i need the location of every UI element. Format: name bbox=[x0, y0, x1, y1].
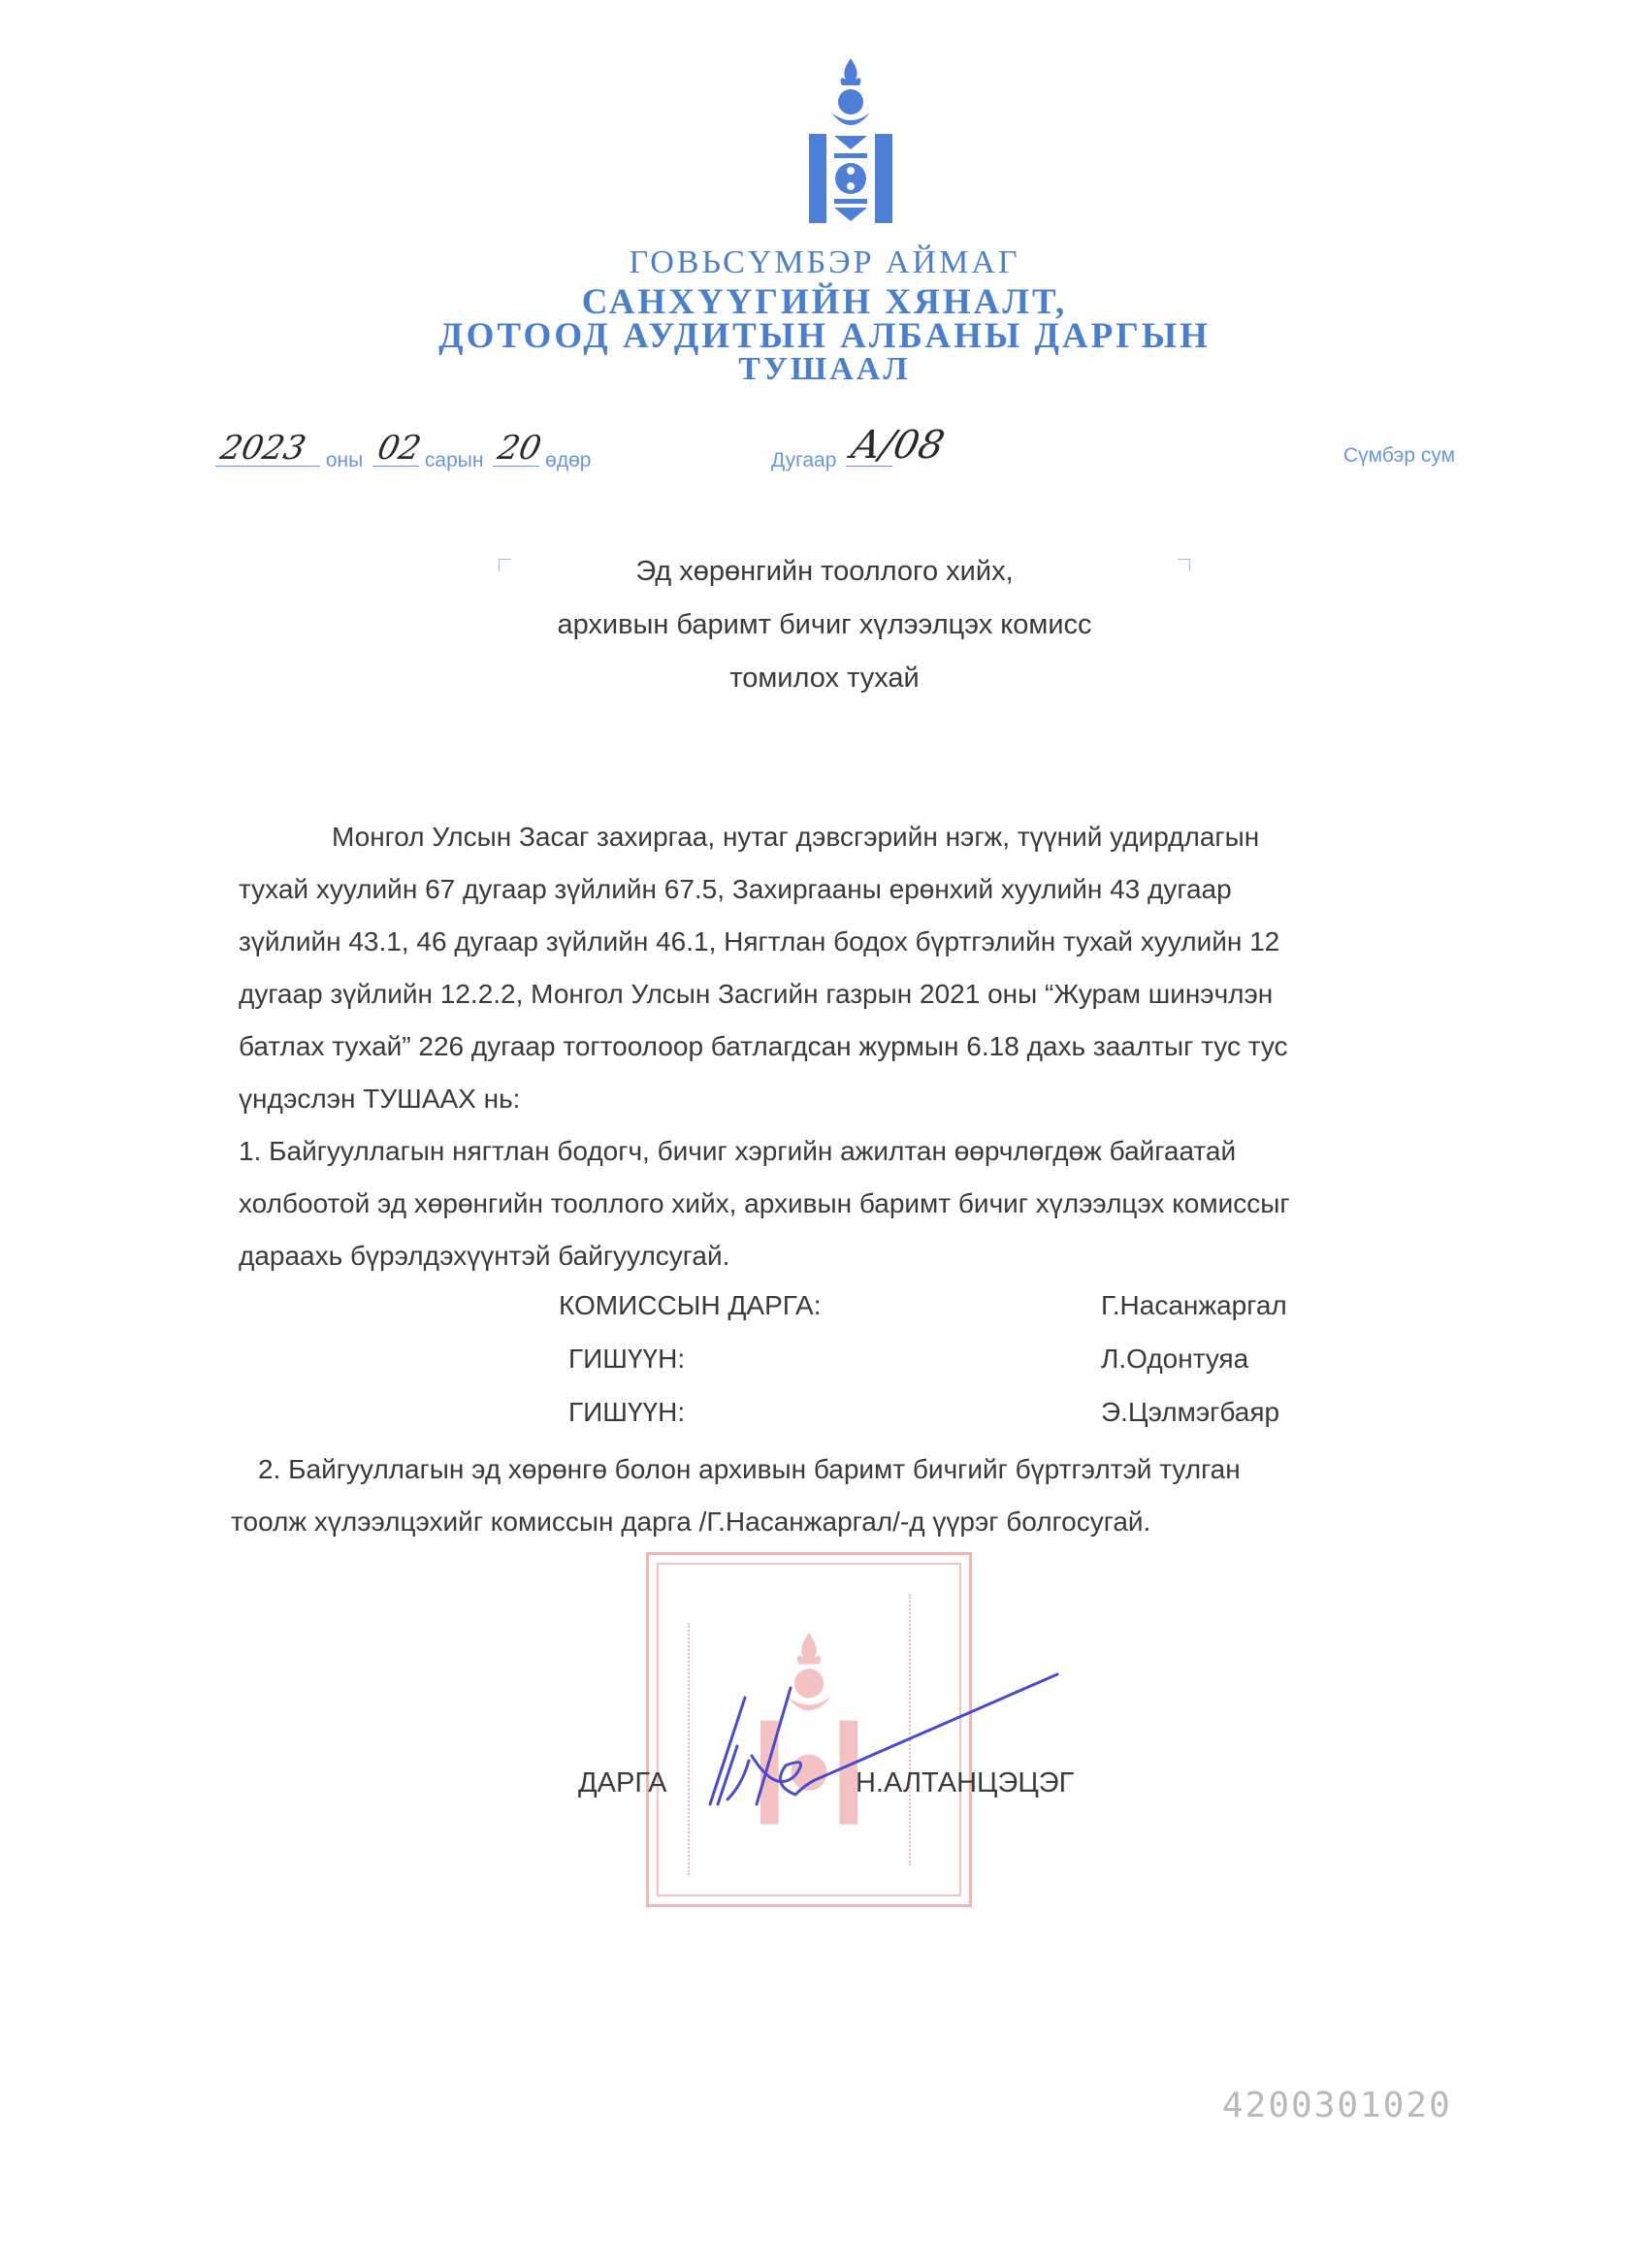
order-item-1 bbox=[239, 1125, 1463, 1282]
year-suffix: оны bbox=[325, 449, 364, 471]
place: Сүмбэр сум bbox=[1343, 444, 1456, 467]
day-blank bbox=[493, 429, 545, 468]
commission-role: ГИШҮҮН: bbox=[568, 1344, 686, 1374]
item1-line: дараахь бүрэлдэхүүнтэй байгуулсугай. bbox=[239, 1241, 730, 1271]
commission-role: ГИШҮҮН: bbox=[568, 1397, 686, 1427]
item2-line: 2. Байгууллагын эд хөрөнгө болон архивын баримт бичгийг бүртгэлтэй тулган bbox=[258, 1454, 1241, 1484]
title-line1: Эд хөрөнгийн тооллого хийх, bbox=[635, 556, 1014, 587]
number-handwritten: А/08 bbox=[847, 423, 949, 468]
number-field bbox=[771, 423, 949, 472]
soyombo-emblem-icon bbox=[807, 58, 894, 225]
preamble-line: дугаар зүйлийн 12.2.2, Монгол Улсын Засгийн газрын 2021 оны “Журам шинэчлэн bbox=[239, 979, 1274, 1009]
year-handwritten: 2023 bbox=[216, 429, 309, 468]
preamble-line: тухай хуулийн 67 дугаар зүйлийн 67.5, Захиргааны ерөнхий хуулийн 43 дугаар bbox=[239, 874, 1232, 904]
aimag-name: ГОВЬСҮМБЭР АЙМАГ bbox=[629, 244, 1020, 280]
title-line3: томилох тухай bbox=[729, 663, 920, 694]
preamble-line: батлах тухай” 226 дугаар тогтоолоор батлагдсан журмын 6.18 дахь заалтыг тус тус bbox=[239, 1031, 1288, 1061]
number-label: Дугаар bbox=[771, 449, 837, 471]
preamble-line: Монгол Улсын Засаг захиргаа, нутаг дэвсгэрийн нэгж, түүний удирдлагын bbox=[332, 822, 1260, 852]
document-serial-number: 4200301020 bbox=[1222, 2086, 1452, 2125]
month-suffix: сарын bbox=[424, 449, 484, 471]
signatory-name: Н.АЛТАНЦЭЦЭГ bbox=[856, 1767, 1075, 1798]
commission-name: Э.Цэлмэгбаяр bbox=[1101, 1397, 1280, 1427]
org-name-line1: САНХҮҮГИЙН ХЯНАЛТ, bbox=[581, 282, 1068, 322]
document-type: ТУШААЛ bbox=[738, 351, 911, 387]
preamble-line: зүйлийн 43.1, 46 дугаар зүйлийн 46.1, Нягтлан бодох бүртгэлийн тухай хуулийн 12 bbox=[239, 926, 1280, 956]
title-line2: архивын баримт бичиг хүлээлцэх комисс bbox=[557, 609, 1092, 640]
order-item-2 bbox=[231, 1443, 1455, 1548]
month-blank bbox=[372, 429, 425, 468]
item1-line: холбоотой эд хөрөнгийн тооллого хийх, архивын баримт бичиг хүлээлцэх комиссыг bbox=[239, 1188, 1290, 1218]
item2-line: тоолж хүлээлцэхийг комиссын дарга /Г.Насанжаргал/-д үүрэг болгосугай. bbox=[231, 1507, 1151, 1537]
day-handwritten: 20 bbox=[495, 429, 545, 468]
preamble bbox=[239, 811, 1463, 1125]
preamble-line: үндэслэн ТУШААХ нь: bbox=[239, 1084, 521, 1114]
signatory-title: ДАРГА bbox=[578, 1767, 667, 1798]
number-blank bbox=[846, 423, 949, 468]
commission-name: Л.Одонтуяа bbox=[1101, 1344, 1249, 1374]
commission-name: Г.Насанжаргал bbox=[1101, 1290, 1287, 1320]
commission-role: КОМИССЫН ДАРГА: bbox=[559, 1290, 822, 1320]
year-blank bbox=[215, 429, 320, 468]
org-name-line2: ДОТООД АУДИТЫН АЛБАНЫ ДАРГЫН bbox=[438, 316, 1211, 356]
month-handwritten: 02 bbox=[373, 429, 425, 468]
day-suffix: өдөр bbox=[545, 449, 592, 471]
date-field bbox=[215, 429, 592, 472]
item1-line: 1. Байгууллагын нягтлан бодогч, бичиг хэргийн ажилтан өөрчлөгдөж байгаатай bbox=[239, 1136, 1237, 1166]
